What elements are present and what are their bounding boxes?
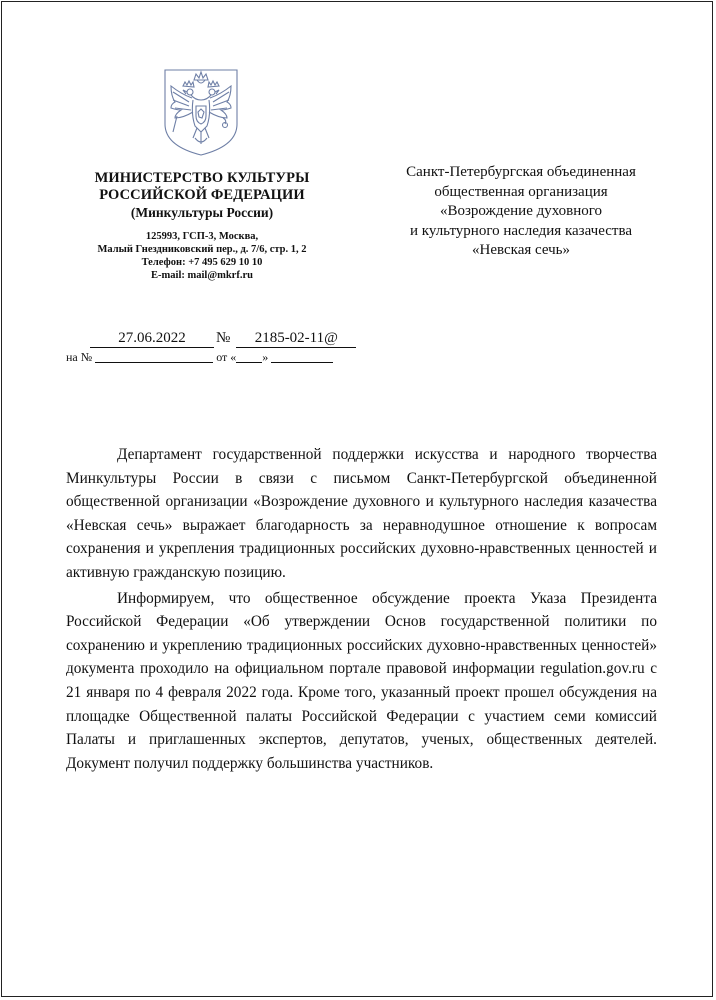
- letter-number: 2185-02-11@: [236, 330, 356, 348]
- address-line1: 125993, ГСП-3, Москва,: [145, 231, 259, 242]
- coat-of-arms-icon: [161, 66, 241, 158]
- ref-day-blank: [236, 350, 262, 363]
- recipient-line3: «Возрождение духовного: [439, 203, 603, 219]
- phone-line: Телефон: +7 495 629 10 10: [141, 257, 263, 268]
- letter-body: [66, 443, 657, 775]
- ref-date-label: от «: [216, 350, 237, 364]
- recipient-line5: «Невская сечь»: [471, 242, 571, 258]
- recipient-block: [376, 163, 666, 261]
- letter-date: 27.06.2022: [90, 330, 214, 348]
- ref-month-blank: [271, 350, 333, 363]
- email-line: E-mail: mail@mkrf.ru: [151, 270, 253, 281]
- ref-date-close: »: [262, 350, 269, 364]
- recipient-line2: общественная организация: [434, 183, 608, 200]
- body-paragraph-2: Информируем, что общественное обсуждение проекта Указа Президента Российской Федерации «Об утверждении Основ государственной политики по сохранению и укреплению традиционных российских духовно-нравственных ценностей» документа проходило на официальном портале правовой информации regulation.gov.ru с 21 января по 4 февраля 2022 года. Кроме того, указанный проект прошел обсуждения на площадке Общественной палаты Российской Федерации с участием семи комиссий Палаты и приглашенных экспертов, депутатов, ученых, общественных деятелей. Документ получил поддержку большинства участников.: [66, 589, 657, 772]
- ministry-short-name: (Минкультуры России): [130, 205, 274, 220]
- address-line2: Малый Гнездниковский пер., д. 7/6, стр. 1, 2: [97, 244, 307, 255]
- ref-number-label: на №: [66, 350, 93, 364]
- ministry-name-block: [76, 170, 328, 221]
- ministry-address-block: [76, 230, 328, 282]
- recipient-line4: и культурного наследия казачества: [410, 222, 632, 239]
- body-paragraph-1: Департамент государственной поддержки искусства и народного творчества Минкультуры России в связи с письмом Санкт-Петербургской объединенной общественной организации «Возрождение духовного и культурного наследия казачества «Невская сечь» выражает благодарность за неравнодушное отношение к вопросам сохранения и укрепления традиционных российских духовно-нравственных ценностей и активную гражданскую позицию.: [66, 446, 657, 581]
- ministry-name-line1: МИНИСТЕРСТВО КУЛЬТУРЫ: [94, 170, 310, 186]
- ref-number-blank: [95, 350, 213, 363]
- reference-line: [66, 350, 333, 365]
- recipient-line1: Санкт-Петербургская объединенная: [406, 164, 636, 180]
- registration-line: [90, 330, 356, 348]
- number-sign: №: [216, 330, 231, 346]
- ministry-name-line2: РОССИЙСКОЙ ФЕДЕРАЦИИ: [99, 187, 305, 203]
